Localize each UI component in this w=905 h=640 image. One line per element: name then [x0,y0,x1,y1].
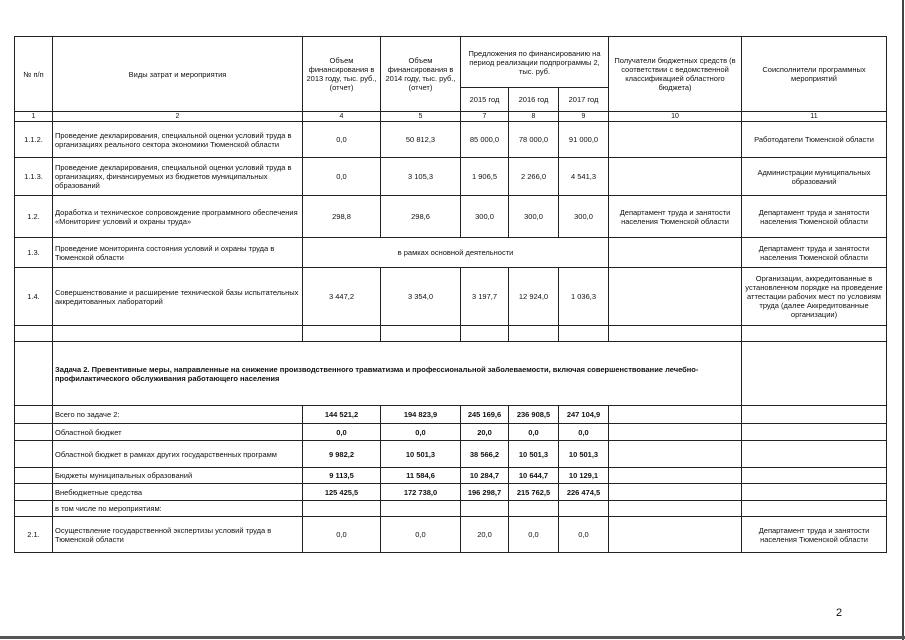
value-2014: 3 105,3 [381,158,461,196]
total-2014: 172 738,0 [381,484,461,501]
row-number: 1.3. [15,238,53,268]
value-2017: 300,0 [559,196,609,238]
page-edge-right [902,0,904,640]
col-number: 10 [609,112,742,122]
header-2015: 2015 год [461,88,509,112]
task-2-title: Задача 2. Превентивные меры, направленные на снижение производственного травматизма и профессиональной заболеваемости, включая совершенствование лечебно-профилактического обслуживания работающего населения [53,342,742,406]
value-2014: 50 812,3 [381,122,461,158]
value-2013: 0,0 [303,158,381,196]
total-2013: 0,0 [303,424,381,441]
total-2014: 194 823,9 [381,406,461,424]
total-2016: 0,0 [509,424,559,441]
page-edge-bottom [0,636,905,639]
value-2015: 3 197,7 [461,268,509,326]
table-row [15,268,887,326]
totals-label: Внебюджетные средства [53,484,303,501]
table-row [15,158,887,196]
header-coexecutors: Соисполнители программных мероприятий [742,37,887,112]
header-row [15,37,887,88]
row-number: 2.1. [15,517,53,553]
value-2017: 4 541,3 [559,158,609,196]
col-number: 8 [509,112,559,122]
row-coexecutor: Организации, аккредитованные в установленном порядке на проведение аттестации рабочих мест по условиям труда (далее Аккредитованные организации) [742,268,887,326]
col-number: 5 [381,112,461,122]
row-recipient [609,238,742,268]
total-2017: 226 474,5 [559,484,609,501]
header-activities: Виды затрат и мероприятия [53,37,303,112]
col-number: 2 [53,112,303,122]
totals-row [15,441,887,468]
total-2014: 10 501,3 [381,441,461,468]
totals-row [15,468,887,484]
total-2013: 9 113,5 [303,468,381,484]
col-number: 1 [15,112,53,122]
total-2013: 9 982,2 [303,441,381,468]
row-number: 1.1.3. [15,158,53,196]
row-recipient [609,517,742,553]
row-recipient [609,122,742,158]
totals-row [15,424,887,441]
row-number: 1.2. [15,196,53,238]
row-activity: Доработка и техническое сопровождение программного обеспечения «Мониторинг условий и охраны труда» [53,196,303,238]
row-coexecutor: Администрации муниципальных образований [742,158,887,196]
value-2013: 0,0 [303,122,381,158]
total-2017: 10 501,3 [559,441,609,468]
row-recipient [609,268,742,326]
value-2014: 298,6 [381,196,461,238]
row-number: 1.4. [15,268,53,326]
value-2014: 0,0 [381,517,461,553]
row-coexecutor: Департамент труда и занятости населения Тюменской области [742,238,887,268]
row-activity: Осуществление государственной экспертизы условий труда в Тюменской области [53,517,303,553]
header-2014: Объем финансирования в 2014 году, тыс. руб., (отчет) [381,37,461,112]
value-2016: 12 924,0 [509,268,559,326]
value-2016: 300,0 [509,196,559,238]
total-2017: 10 129,1 [559,468,609,484]
col-number: 9 [559,112,609,122]
col-number: 4 [303,112,381,122]
value-2013: 3 447,2 [303,268,381,326]
in-that-number-label: в том числе по мероприятиям: [53,501,303,517]
value-2014: 3 354,0 [381,268,461,326]
row-recipient [609,158,742,196]
totals-row [15,484,887,501]
totals-label: Бюджеты муниципальных образований [53,468,303,484]
value-2017: 91 000,0 [559,122,609,158]
table-row [15,238,887,268]
row-activity: Совершенствование и расширение технической базы испытательных аккредитованных лабораторий [53,268,303,326]
total-2014: 11 584,6 [381,468,461,484]
col-number: 11 [742,112,887,122]
value-2016: 0,0 [509,517,559,553]
total-2017: 247 104,9 [559,406,609,424]
header-num: № п/п [15,37,53,112]
total-2017: 0,0 [559,424,609,441]
total-2016: 10 501,3 [509,441,559,468]
total-2016: 236 908,5 [509,406,559,424]
total-2015: 245 169,6 [461,406,509,424]
value-2017: 1 036,3 [559,268,609,326]
total-2013: 144 521,2 [303,406,381,424]
row-number: 1.1.2. [15,122,53,158]
value-2015: 1 906,5 [461,158,509,196]
value-2016: 78 000,0 [509,122,559,158]
totals-row [15,406,887,424]
value-2015: 300,0 [461,196,509,238]
row-activity: Проведение декларирования, специальной оценки условий труда в организациях реального сектора экономики Тюменской области [53,122,303,158]
total-2015: 38 566,2 [461,441,509,468]
value-2015: 85 000,0 [461,122,509,158]
value-2013: 298,8 [303,196,381,238]
in-that-number-row [15,501,887,517]
budget-table [14,36,887,553]
header-proposals: Предложения по финансированию на период реализации подпрограммы 2, тыс. руб. [461,37,609,88]
total-2016: 10 644,7 [509,468,559,484]
col-number: 7 [461,112,509,122]
header-2016: 2016 год [509,88,559,112]
total-2015: 20,0 [461,424,509,441]
totals-label: Областной бюджет [53,424,303,441]
value-2016: 2 266,0 [509,158,559,196]
task-row [15,342,887,406]
totals-label: Всего по задаче 2: [53,406,303,424]
total-2016: 215 762,5 [509,484,559,501]
total-2014: 0,0 [381,424,461,441]
row-recipient: Департамент труда и занятости населения Тюменской области [609,196,742,238]
header-recipients: Получатели бюджетных средств (в соответствии с ведомственной классификацией областного бюджета) [609,37,742,112]
total-2013: 125 425,5 [303,484,381,501]
total-2015: 10 284,7 [461,468,509,484]
value-2015: 20,0 [461,517,509,553]
row-coexecutor: Департамент труда и занятости населения Тюменской области [742,196,887,238]
table-row [15,517,887,553]
page-number: 2 [836,607,843,619]
value-2013: 0,0 [303,517,381,553]
row-activity: Проведение декларирования, специальной оценки условий труда в организациях, финансируемых из бюджетов муниципальных образований [53,158,303,196]
row-note: в рамках основной деятельности [303,238,609,268]
value-2017: 0,0 [559,517,609,553]
column-numbers-row [15,112,887,122]
total-2015: 196 298,7 [461,484,509,501]
table-row [15,196,887,238]
row-coexecutor: Работодатели Тюменской области [742,122,887,158]
empty-row [15,326,887,342]
header-2013: Объем финансирования в 2013 году, тыс. руб., (отчет) [303,37,381,112]
header-2017: 2017 год [559,88,609,112]
table-row [15,122,887,158]
row-activity: Проведение мониторинга состояния условий и охраны труда в Тюменской области [53,238,303,268]
totals-label: Областной бюджет в рамках других государственных программ [53,441,303,468]
row-coexecutor: Департамент труда и занятости населения Тюменской области [742,517,887,553]
